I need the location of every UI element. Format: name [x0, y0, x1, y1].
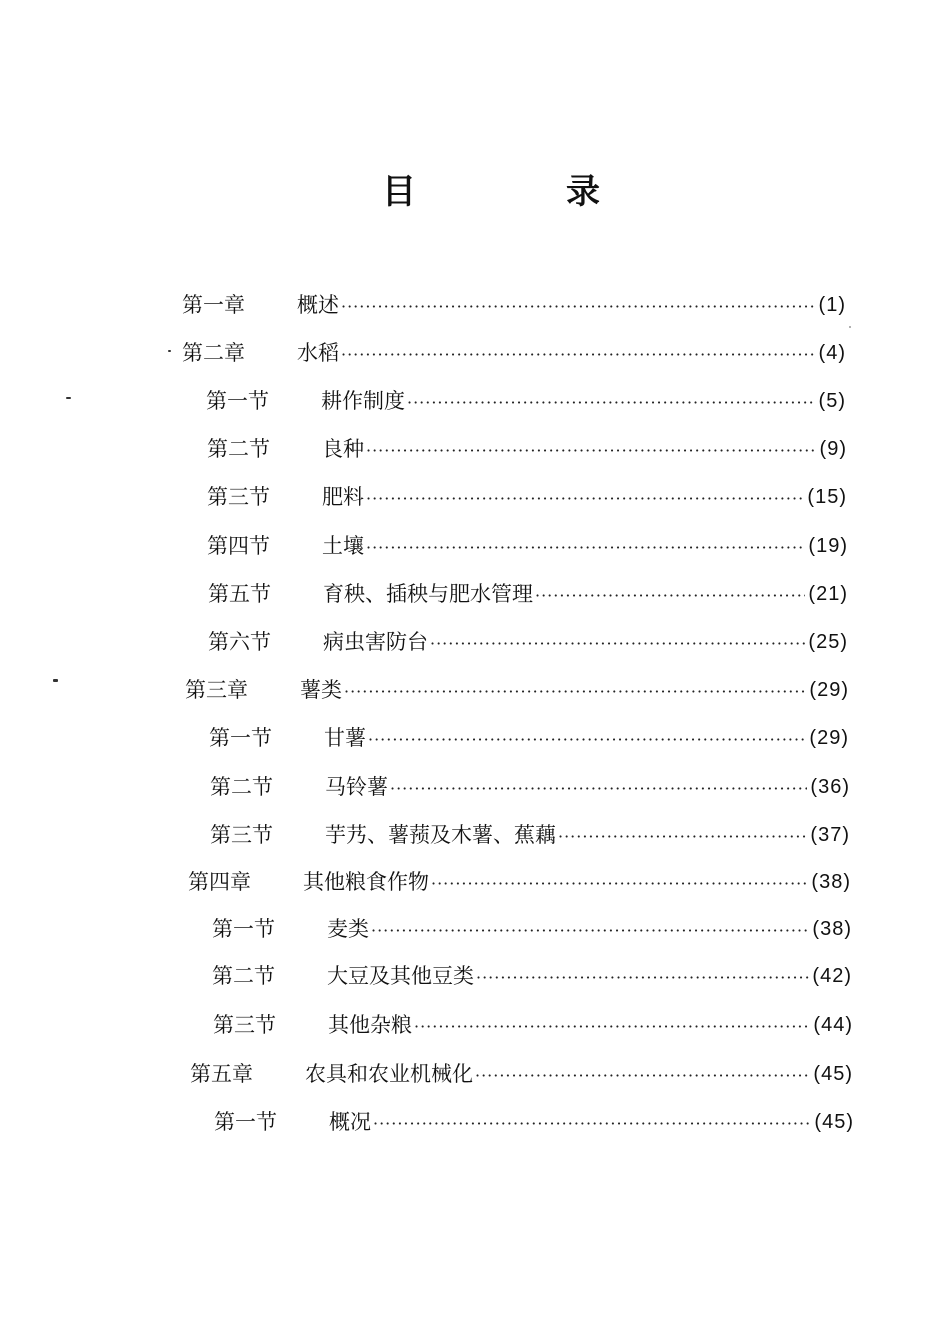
toc-entry-section[interactable] [214, 1107, 854, 1137]
scan-speck [168, 350, 171, 352]
toc-page-number: (4) [818, 342, 846, 364]
toc-entry-title: 麦类 [327, 917, 369, 941]
toc-entry-section[interactable] [207, 482, 847, 512]
toc-entry-title: 芋艿、薯蓣及木薯、蕉藕 [325, 823, 556, 847]
toc-dot-leader [344, 675, 806, 705]
toc-entry-title: 概况 [329, 1110, 371, 1134]
toc-entry-label: 第三节 [213, 1013, 276, 1037]
toc-entry-label: 第二节 [210, 775, 273, 799]
toc-page-number: (38) [812, 918, 852, 940]
toc-dot-leader [476, 961, 809, 991]
toc-entry-label: 第三节 [207, 485, 270, 509]
toc-entry-label: 第一节 [214, 1110, 277, 1134]
toc-dot-leader [373, 1107, 811, 1137]
toc-entry-label: 第五节 [208, 582, 271, 606]
toc-entry-label: 第四节 [207, 534, 270, 558]
toc-entry-label: 第三章 [185, 678, 248, 702]
toc-entry-title: 其他杂粮 [328, 1013, 412, 1037]
toc-entry-section[interactable] [208, 579, 848, 609]
toc-entry-title: 其他粮食作物 [303, 870, 429, 894]
toc-page-number: (5) [818, 390, 846, 412]
toc-entry-section[interactable] [207, 434, 847, 464]
toc-page-number: (15) [807, 486, 847, 508]
page-title: 目 录 [382, 172, 658, 212]
toc-entry-chapter-1[interactable] [182, 290, 846, 320]
toc-dot-leader [414, 1010, 810, 1040]
toc-dot-leader [475, 1059, 810, 1089]
toc-dot-leader [366, 531, 805, 561]
toc-dot-leader [341, 338, 816, 368]
toc-entry-chapter-4[interactable] [188, 867, 851, 897]
toc-dot-leader [430, 627, 805, 657]
toc-page-number: (38) [811, 871, 851, 893]
toc-dot-leader [368, 723, 806, 753]
toc-page-number: (44) [813, 1014, 853, 1036]
toc-entry-section[interactable] [210, 772, 850, 802]
toc-entry-label: 第五章 [190, 1062, 253, 1086]
toc-entry-title: 水稻 [297, 341, 339, 365]
toc-entry-section[interactable] [208, 627, 848, 657]
toc-page-number: (37) [810, 824, 850, 846]
toc-entry-label: 第一章 [182, 293, 245, 317]
toc-dot-leader [341, 290, 816, 320]
toc-entry-label: 第一节 [206, 389, 269, 413]
toc-dot-leader [407, 386, 816, 416]
toc-entry-section[interactable] [209, 723, 849, 753]
toc-entry-title: 农具和农业机械化 [305, 1062, 473, 1086]
toc-entry-title: 肥料 [322, 485, 364, 509]
toc-entry-label: 第二章 [182, 341, 245, 365]
toc-entry-section[interactable] [207, 531, 848, 561]
toc-page-number: (45) [813, 1063, 853, 1085]
toc-entry-chapter-5[interactable] [190, 1059, 853, 1089]
toc-page-number: (1) [818, 294, 846, 316]
toc-dot-leader [390, 772, 807, 802]
toc-entry-section[interactable] [206, 386, 846, 416]
toc-entry-label: 第四章 [188, 870, 251, 894]
toc-page-number: (25) [808, 631, 848, 653]
toc-dot-leader [366, 482, 804, 512]
toc-entry-label: 第一节 [212, 917, 275, 941]
toc-dot-leader [366, 434, 817, 464]
toc-entry-section[interactable] [210, 820, 850, 850]
toc-entry-title: 大豆及其他豆类 [327, 964, 474, 988]
scan-speck [66, 397, 71, 399]
toc-dot-leader [431, 867, 808, 897]
toc-entry-title: 马铃薯 [325, 775, 388, 799]
toc-entry-title: 良种 [322, 437, 364, 461]
toc-page-number: (9) [819, 438, 847, 460]
toc-entry-chapter-3[interactable] [185, 675, 849, 705]
scan-speck [53, 679, 58, 682]
toc-entry-label: 第一节 [209, 726, 272, 750]
toc-entry-section[interactable] [212, 961, 852, 991]
toc-page-number: (29) [809, 679, 849, 701]
toc-entry-title: 育秧、插秧与肥水管理 [323, 582, 533, 606]
toc-entry-title: 甘薯 [324, 726, 366, 750]
toc-entry-section[interactable] [213, 1010, 853, 1040]
toc-entry-section[interactable] [212, 914, 852, 944]
toc-entry-label: 第二节 [212, 964, 275, 988]
toc-dot-leader [371, 914, 809, 944]
toc-entry-title: 概述 [297, 293, 339, 317]
toc-page-number: (29) [809, 727, 849, 749]
toc-entry-title: 耕作制度 [321, 389, 405, 413]
toc-page-number: (45) [814, 1111, 854, 1133]
toc-entry-label: 第二节 [207, 437, 270, 461]
toc-page-number: (21) [808, 583, 848, 605]
toc-page-number: (42) [812, 965, 852, 987]
toc-entry-chapter-2[interactable] [182, 338, 846, 368]
toc-entry-title: 土壤 [322, 534, 364, 558]
toc-entry-title: 病虫害防台 [323, 630, 428, 654]
toc-dot-leader [558, 820, 807, 850]
toc-dot-leader [535, 579, 805, 609]
toc-entry-label: 第六节 [208, 630, 271, 654]
toc-entry-title: 薯类 [300, 678, 342, 702]
scan-speck [849, 326, 851, 328]
toc-entry-label: 第三节 [210, 823, 273, 847]
toc-page-number: (19) [808, 535, 848, 557]
toc-page-number: (36) [810, 776, 850, 798]
